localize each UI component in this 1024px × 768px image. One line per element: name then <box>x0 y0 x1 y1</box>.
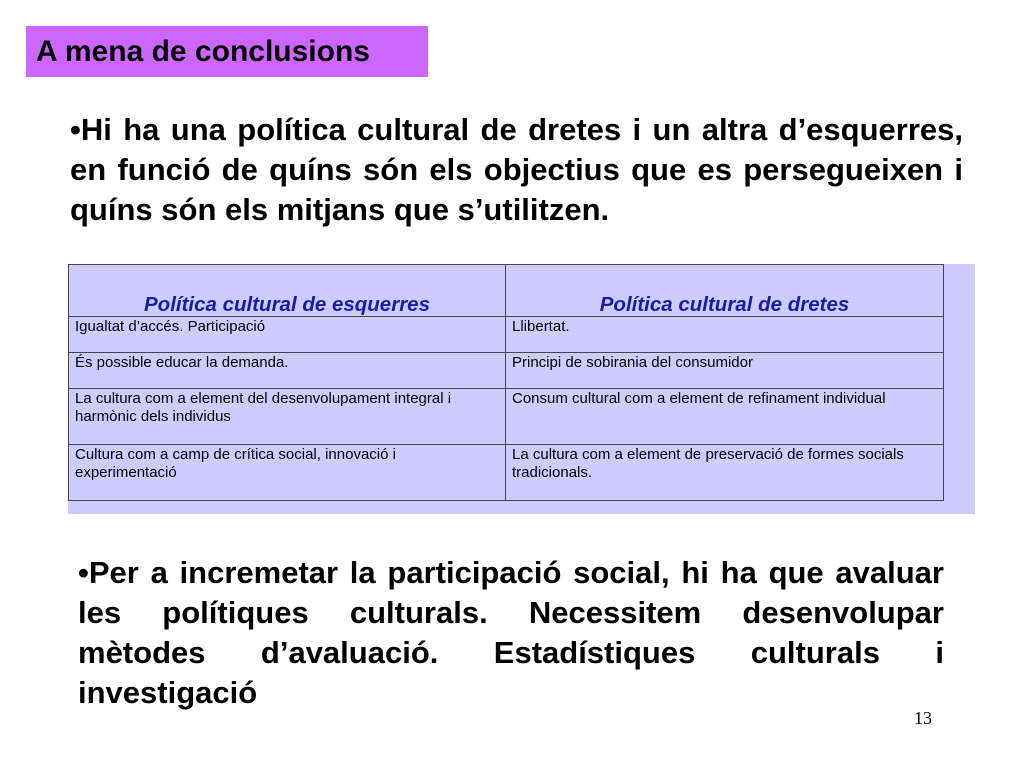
table-row <box>69 389 944 445</box>
table-row <box>69 445 944 501</box>
comparison-table <box>68 264 944 501</box>
header-left-policy: Política cultural de esquerres <box>69 265 506 317</box>
table-cell: Consum cultural com a element de refinament individual <box>506 389 944 445</box>
table-cell: Llibertat. <box>506 317 944 353</box>
table-header-row <box>69 265 944 317</box>
table-row <box>69 317 944 353</box>
header-right-policy: Política cultural de dretes <box>506 265 944 317</box>
bullet-paragraph-1: •Hi ha una política cultural de dretes i un altra d’esquerres, en funció de quíns són els objectius que es persegueixen i quíns són els mitjans que s’utilitzen. <box>70 112 963 227</box>
table-cell: És possible educar la demanda. <box>69 353 506 389</box>
page-number: 13 <box>914 708 932 728</box>
slide-title-box <box>26 26 428 77</box>
bullet-paragraph-2: •Per a incremetar la participació social, hi ha que avaluar les polítiques culturals. Necessitem desenvolupar mètodes d’avaluació. Estadístiques culturals i investigació <box>78 555 944 710</box>
slide-title: A mena de conclusions <box>36 34 370 68</box>
table-cell: Cultura com a camp de crítica social, innovació i experimentació <box>69 445 506 501</box>
table-cell: La cultura com a element de preservació de formes socials tradicionals. <box>506 445 944 501</box>
table-row <box>69 353 944 389</box>
table-cell: Principi de sobirania del consumidor <box>506 353 944 389</box>
table-cell: Igualtat d’accés. Participació <box>69 317 506 353</box>
table-cell: La cultura com a element del desenvolupament integral i harmònic dels individus <box>69 389 506 445</box>
